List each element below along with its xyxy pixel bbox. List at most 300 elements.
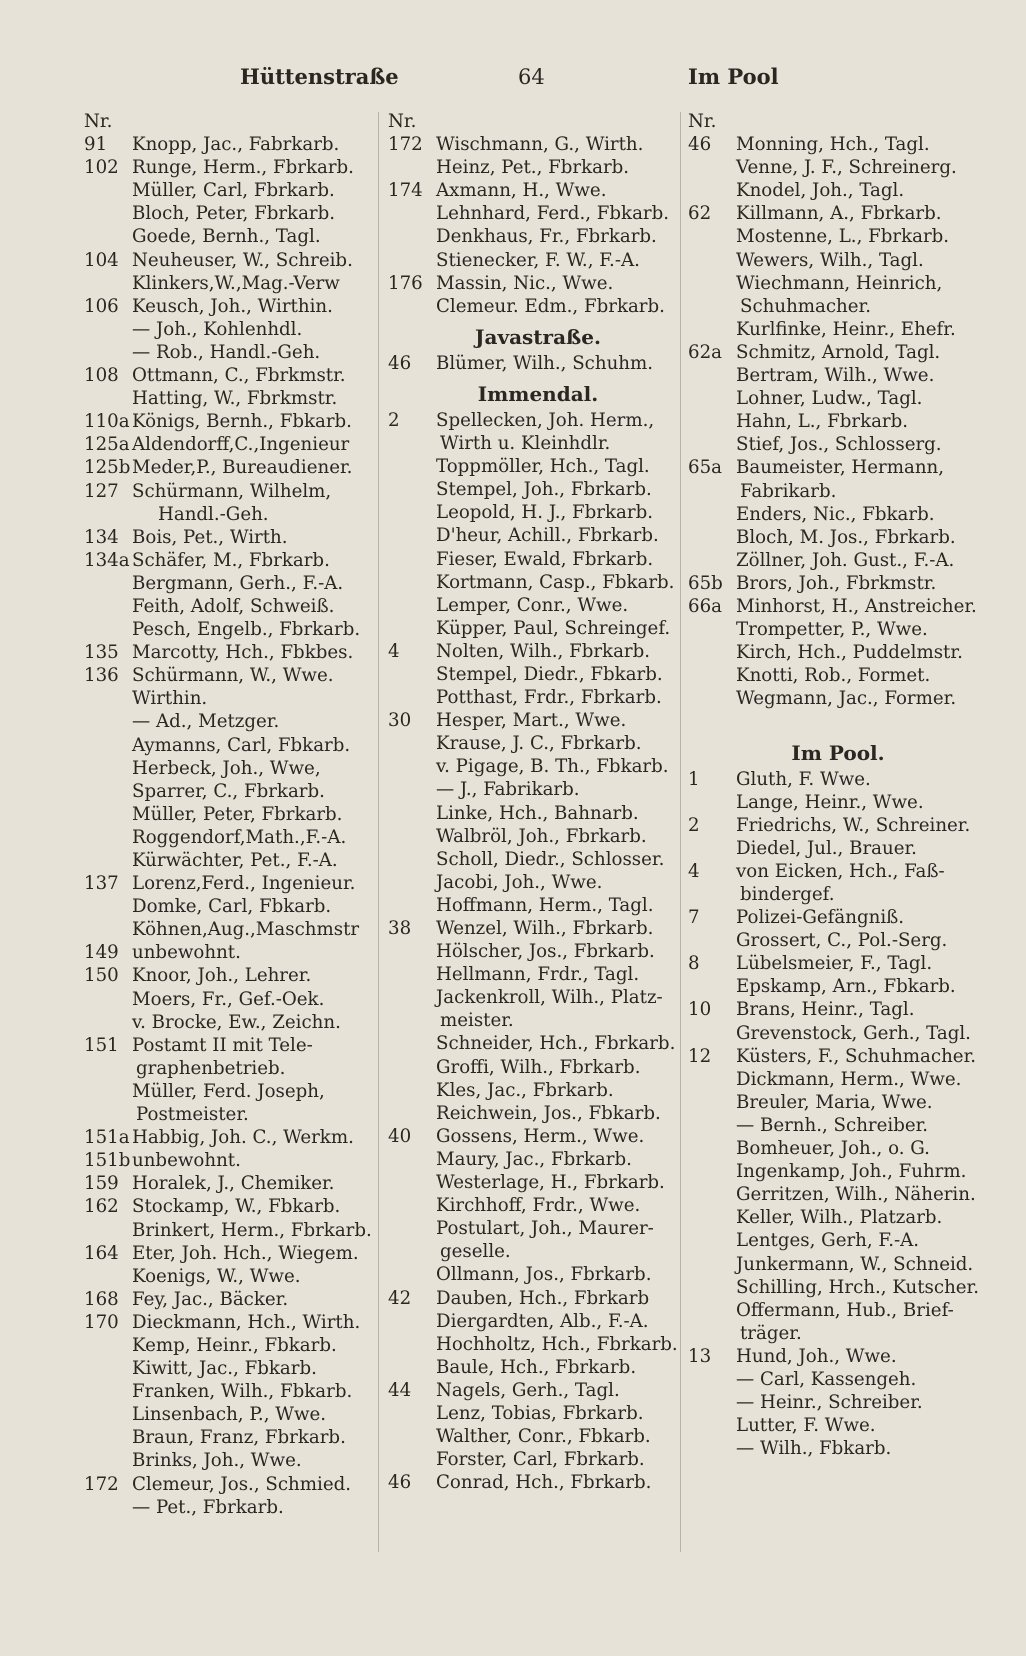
resident-text: Scholl, Diedr., Schlosser. [436, 848, 665, 870]
resident-text: Müller, Peter, Fbrkarb. [132, 803, 343, 825]
resident-text: Conrad, Hch., Fbrkarb. [436, 1472, 652, 1494]
resident-text: Lehnhard, Ferd., Fbkarb. [436, 203, 670, 225]
resident-text: Postmeister. [136, 1104, 249, 1126]
directory-entry [388, 1171, 688, 1194]
resident-text: Stienecker, F. W., F.-A. [436, 249, 640, 271]
house-number: 176 [388, 272, 423, 294]
directory-entry [84, 1265, 384, 1288]
street-heading: Javastraße. [475, 324, 601, 349]
house-number: 4 [688, 860, 700, 882]
house-number: 127 [84, 480, 119, 502]
resident-text: Polizei-Gefängniß. [736, 907, 905, 929]
directory-entry [388, 478, 688, 501]
resident-text: Schürmann, W., Wwe. [132, 665, 334, 687]
directory-entry [388, 686, 688, 709]
resident-text: Knotti, Rob., Formet. [736, 665, 931, 687]
directory-entry [688, 952, 988, 975]
resident-text: Kemp, Heinr., Fbkarb. [132, 1334, 337, 1356]
house-number: 134 [84, 526, 119, 548]
resident-text: Kirchhoff, Frdr., Wwe. [436, 1195, 641, 1217]
resident-text: Müller, Ferd. Joseph, [132, 1080, 325, 1102]
directory-entry [84, 225, 384, 248]
resident-text: Bois, Pet., Wirth. [132, 526, 288, 548]
directory-entry [84, 433, 384, 456]
directory-entry [388, 455, 688, 478]
house-number: 102 [84, 157, 119, 179]
resident-text: Wiechmann, Heinrich, [736, 272, 943, 294]
house-number: 4 [388, 640, 400, 662]
resident-text: Dauben, Hch., Fbrkarb [436, 1287, 650, 1309]
resident-text: Keller, Wilh., Platzarb. [736, 1207, 943, 1229]
directory-entry [84, 1103, 384, 1126]
resident-text: — Ad., Metzger. [132, 711, 280, 733]
directory-entry [84, 318, 384, 341]
resident-text: Brors, Joh., Fbrkmstr. [736, 572, 937, 594]
directory-entry [388, 940, 688, 963]
directory-entry [84, 941, 384, 964]
resident-text: Küpper, Paul, Schreingef. [436, 617, 671, 639]
directory-entry [84, 872, 384, 895]
resident-text: Dickmann, Herm., Wwe. [736, 1068, 962, 1090]
resident-text: Hatting, W., Fbrkmstr. [132, 388, 338, 410]
house-number: 168 [84, 1288, 119, 1310]
house-number: 40 [388, 1125, 412, 1147]
directory-entry [688, 526, 988, 549]
directory-entry [388, 963, 688, 986]
resident-text: Monning, Hch., Tagl. [736, 134, 930, 156]
resident-text: Knodel, Joh., Tagl. [736, 180, 905, 202]
house-number: 46 [388, 352, 412, 374]
directory-entry [688, 641, 988, 664]
directory-entry [84, 687, 384, 710]
house-number: 2 [388, 409, 400, 431]
resident-text: Wenzel, Wilh., Fbrkarb. [436, 918, 654, 939]
resident-text: — J., Fabrikarb. [436, 779, 580, 801]
directory-entry [688, 433, 988, 456]
directory-entry [84, 757, 384, 780]
resident-text: Lutter, F. Wwe. [736, 1415, 876, 1437]
directory-entry [84, 1011, 384, 1034]
house-number: 151b [84, 1150, 131, 1172]
directory-entry [388, 1379, 688, 1402]
directory-entry [84, 1080, 384, 1103]
directory-entry [388, 917, 688, 940]
resident-text: geselle. [440, 1241, 511, 1263]
directory-entry [388, 732, 688, 755]
house-number: 151a [84, 1127, 130, 1149]
resident-text: Lemper, Conr., Wwe. [436, 594, 629, 616]
directory-entry [688, 998, 988, 1021]
directory-entry [388, 1148, 688, 1171]
resident-text: Venne, J. F., Schreinerg. [736, 157, 957, 179]
directory-entry [388, 1240, 688, 1263]
resident-text: Gerritzen, Wilh., Näherin. [736, 1184, 976, 1206]
resident-text: Denkhaus, Fr., Fbrkarb. [436, 226, 657, 248]
directory-entry [388, 1009, 688, 1032]
directory-entry [84, 272, 384, 295]
resident-text: Lentges, Gerh, F.-A. [736, 1230, 920, 1252]
directory-entry [688, 1045, 988, 1068]
directory-entry [84, 572, 384, 595]
directory-entry [84, 641, 384, 664]
resident-text: Habbig, Joh. C., Werkm. [132, 1127, 354, 1149]
directory-entry [84, 202, 384, 225]
resident-text: Baumeister, Hermann, [736, 457, 945, 479]
house-number: 7 [688, 907, 700, 929]
resident-text: Stief, Jos., Schlosserg. [736, 434, 942, 456]
directory-entry [84, 1034, 384, 1057]
resident-text: unbewohnt. [132, 1150, 241, 1172]
directory-entry [84, 1288, 384, 1311]
resident-text: Wirth u. Kleinhdlr. [440, 433, 611, 455]
resident-text: Epskamp, Arn., Fbkarb. [736, 976, 956, 998]
directory-entry [388, 1125, 688, 1148]
resident-text: Walther, Conr., Fbkarb. [436, 1426, 651, 1448]
directory-entry [84, 780, 384, 803]
resident-text: Brinkert, Herm., Fbrkarb. [132, 1219, 372, 1241]
running-head-right: Im Pool [688, 64, 779, 89]
resident-text: — Joh., Kohlenhdl. [132, 318, 303, 340]
resident-text: Jackenkroll, Wilh., Platz- [436, 987, 663, 1009]
resident-text: Bloch, Peter, Fbrkarb. [132, 203, 336, 225]
house-number: 104 [84, 249, 119, 271]
directory-entry [688, 179, 988, 202]
directory-entry [388, 640, 688, 663]
directory-entry [688, 906, 988, 929]
resident-text: Brinks, Joh., Wwe. [132, 1450, 302, 1472]
resident-text: Gluth, F. Wwe. [736, 768, 871, 790]
directory-entry [84, 826, 384, 849]
house-number: 172 [388, 134, 423, 156]
directory-entry [84, 849, 384, 872]
directory-entry [688, 572, 988, 595]
directory-entry [84, 1126, 384, 1149]
directory-entry [688, 975, 988, 998]
resident-text: Horalek, J., Chemiker. [132, 1173, 335, 1195]
resident-text: meister. [440, 1010, 514, 1032]
resident-text: Ingenkamp, Joh., Fuhrm. [736, 1161, 967, 1183]
resident-text: Postamt II mit Tele- [132, 1034, 313, 1056]
directory-entry [388, 1056, 688, 1079]
directory-entry [688, 595, 988, 618]
directory-entry [688, 1206, 988, 1229]
directory-entry [688, 202, 988, 225]
directory-entry [388, 1102, 688, 1125]
resident-text: Killmann, A., Fbrkarb. [736, 203, 942, 225]
resident-text: Enders, Nic., Fbkarb. [736, 503, 935, 525]
directory-entry [688, 1183, 988, 1206]
resident-text: Domke, Carl, Fbkarb. [132, 896, 332, 918]
directory-entry [688, 249, 988, 272]
resident-text: Westerlage, H., Fbrkarb. [436, 1172, 665, 1194]
directory-entry [388, 133, 688, 156]
resident-text: Clemeur, Jos., Schmied. [132, 1473, 352, 1495]
house-number: 136 [84, 665, 119, 687]
directory-entry [388, 548, 688, 571]
directory-entry [688, 133, 988, 156]
directory-entry [84, 295, 384, 318]
directory-entry [388, 1333, 688, 1356]
house-number: 135 [84, 642, 119, 664]
directory-entry [388, 1032, 688, 1055]
directory-entry [688, 387, 988, 410]
resident-text: Nolten, Wilh., Fbrkarb. [436, 640, 651, 662]
resident-text: D'heur, Achill., Fbrkarb. [436, 525, 659, 547]
resident-text: Brans, Heinr., Tagl. [736, 999, 915, 1021]
directory-entry [388, 848, 688, 871]
directory-entry [688, 1437, 988, 1460]
house-number: 106 [84, 295, 119, 317]
directory-entry [84, 1195, 384, 1218]
resident-text: Reichwein, Jos., Fbkarb. [436, 1102, 661, 1124]
resident-text: Wegmann, Jac., Former. [736, 688, 957, 710]
resident-text: Pesch, Engelb., Fbrkarb. [132, 619, 361, 641]
resident-text: Krause, J. C., Fbrkarb. [436, 733, 642, 755]
house-number: 44 [388, 1379, 412, 1401]
resident-text: graphenbetrieb. [136, 1057, 286, 1079]
directory-entry [388, 663, 688, 686]
directory-entry [388, 501, 688, 524]
directory-entry [84, 710, 384, 733]
resident-text: Lenz, Tobias, Fbrkarb. [436, 1402, 644, 1424]
resident-text: v. Brocke, Ew., Zeichn. [132, 1011, 341, 1033]
house-number: 170 [84, 1311, 119, 1333]
resident-text: — Heinr., Schreiber. [736, 1392, 923, 1414]
resident-text: Heinz, Pet., Fbrkarb. [436, 157, 630, 179]
directory-entry [688, 1022, 988, 1045]
directory-entry [84, 1242, 384, 1265]
resident-text: Hahn, L., Fbrkarb. [736, 411, 909, 433]
running-head-left: Hüttenstraße [240, 64, 399, 89]
directory-entry [688, 456, 988, 479]
resident-text: Runge, Herm., Fbrkarb. [132, 157, 354, 179]
resident-text: Müller, Carl, Fbrkarb. [132, 180, 335, 202]
resident-text: Diedel, Jul., Brauer. [736, 837, 917, 859]
resident-text: — Wilh., Fbkarb. [736, 1438, 892, 1460]
directory-entry [84, 110, 384, 133]
house-number: 1 [688, 768, 700, 790]
house-number: 125b [84, 457, 131, 479]
column-1 [84, 110, 384, 1519]
resident-text: Groffi, Wilh., Fbrkarb. [436, 1056, 641, 1078]
directory-entry [688, 1160, 988, 1183]
street-heading: Immendal. [477, 381, 599, 406]
directory-entry [688, 860, 988, 883]
directory-entry [388, 1425, 688, 1448]
house-number: 110a [84, 411, 130, 433]
directory-entry [688, 341, 988, 364]
directory-entry [84, 341, 384, 364]
directory-entry [688, 225, 988, 248]
resident-text: Knopp, Jac., Fabrkarb. [132, 134, 340, 156]
directory-entry [388, 249, 688, 272]
directory-entry [688, 929, 988, 952]
resident-text: Koenigs, W., Wwe. [132, 1265, 301, 1287]
directory-entry [688, 480, 988, 503]
resident-text: Linsenbach, P., Wwe. [132, 1404, 327, 1426]
directory-entry [388, 986, 688, 1009]
directory-entry [688, 837, 988, 860]
directory-entry [688, 1322, 988, 1345]
resident-text: Junkermann, W., Schneid. [736, 1253, 974, 1275]
house-number: 108 [84, 365, 119, 387]
resident-text: Forster, Carl, Fbrkarb. [436, 1449, 645, 1471]
directory-entry [388, 894, 688, 917]
directory-entry [84, 618, 384, 641]
resident-text: Offermann, Hub., Brief- [736, 1299, 954, 1321]
page-header [0, 62, 1026, 98]
resident-text: Clemeur. Edm., Fbrkarb. [436, 295, 665, 317]
resident-text: Baule, Hch., Fbrkarb. [436, 1356, 637, 1378]
directory-entry [84, 895, 384, 918]
house-number: 137 [84, 873, 119, 895]
directory-entry [688, 1345, 988, 1368]
directory-entry [388, 295, 688, 318]
directory-entry [84, 1311, 384, 1334]
page-number: 64 [518, 65, 545, 89]
resident-text: — Pet., Fbrkarb. [132, 1496, 284, 1518]
resident-text: Lange, Heinr., Wwe. [736, 791, 924, 813]
resident-text: Fabrikarb. [740, 480, 837, 502]
house-number: 159 [84, 1173, 119, 1195]
house-number: Nr. [388, 111, 417, 132]
directory-entry [84, 803, 384, 826]
directory-entry [388, 1217, 688, 1240]
resident-text: Leopold, H. J., Fbrkarb. [436, 502, 653, 524]
house-number: 172 [84, 1473, 119, 1495]
directory-entry [688, 272, 988, 295]
resident-text: Hesper, Mart., Wwe. [436, 710, 627, 732]
directory-entry [84, 156, 384, 179]
resident-text: Potthast, Frdr., Fbrkarb. [436, 687, 662, 709]
house-number: 134a [84, 549, 130, 571]
directory-entry [388, 1287, 688, 1310]
resident-text: Hochholtz, Hch., Fbrkarb. [436, 1333, 678, 1355]
resident-text: Braun, Franz, Fbrkarb. [132, 1427, 346, 1449]
house-number: 42 [388, 1287, 412, 1309]
resident-text: Hellmann, Frdr., Tagl. [436, 964, 640, 986]
resident-text: — Bernh., Schreiber. [736, 1114, 929, 1136]
directory-entry [84, 133, 384, 156]
directory-entry [388, 1448, 688, 1471]
directory-entry [688, 1414, 988, 1437]
resident-text: Neuheuser, W., Schreib. [132, 249, 353, 271]
directory-entry [84, 1149, 384, 1172]
resident-text: Keusch, Joh., Wirthin. [132, 295, 333, 317]
resident-text: bindergef. [740, 884, 835, 905]
directory-entry [84, 179, 384, 202]
directory-entry [388, 202, 688, 225]
directory-entry [388, 571, 688, 594]
resident-text: Bergmann, Gerh., F.-A. [132, 572, 344, 594]
resident-text: Wirthin. [132, 688, 208, 710]
directory-entry [388, 272, 688, 295]
resident-text: Minhorst, H., Anstreicher. [736, 595, 977, 617]
house-number: 46 [388, 1472, 412, 1494]
house-number: 2 [688, 814, 700, 836]
directory-entry [688, 1137, 988, 1160]
resident-text: Maury, Jac., Fbrkarb. [436, 1148, 632, 1170]
resident-text: von Eicken, Hch., Faß- [736, 860, 945, 882]
directory-entry [84, 1219, 384, 1242]
directory-entry [84, 1426, 384, 1449]
resident-text: Schuhmacher. [740, 295, 872, 317]
resident-text: Köhnen,Aug.,Maschmstr [132, 919, 360, 941]
directory-entry [688, 1391, 988, 1414]
directory-entry [84, 456, 384, 479]
directory-entry [388, 179, 688, 202]
resident-text: Dieckmann, Hch., Wirth. [132, 1311, 361, 1333]
resident-text: Zöllner, Joh. Gust., F.-A. [736, 549, 955, 571]
directory-entry [84, 1403, 384, 1426]
directory-entry [388, 802, 688, 825]
directory-entry [688, 503, 988, 526]
resident-text: Schneider, Hch., Fbrkarb. [436, 1033, 676, 1055]
house-number: 174 [388, 180, 423, 202]
house-number: 162 [84, 1196, 119, 1218]
house-number: 164 [84, 1242, 119, 1264]
house-number: Nr. [688, 111, 717, 132]
directory-entry [84, 1449, 384, 1472]
resident-text: Lübelsmeier, F., Tagl. [736, 953, 933, 975]
resident-text: unbewohnt. [132, 942, 241, 964]
directory-entry [388, 352, 688, 375]
street-heading: Im Pool. [791, 740, 885, 765]
resident-text: Marcotty, Hch., Fbkbes. [132, 642, 354, 664]
resident-text: Kurlfinke, Heinr., Ehefr. [736, 318, 956, 340]
directory-entry [84, 734, 384, 757]
resident-text: Gossens, Herm., Wwe. [436, 1125, 645, 1147]
directory-entry [84, 1380, 384, 1403]
directory-entry [688, 1299, 988, 1322]
directory-entry [84, 988, 384, 1011]
directory-entry [688, 687, 988, 710]
directory-entry [84, 249, 384, 272]
resident-text: Walbröl, Joh., Fbrkarb. [436, 825, 647, 847]
resident-text: — Carl, Kassengeh. [736, 1368, 917, 1390]
resident-text: Stockamp, W., Fbkarb. [132, 1196, 341, 1218]
resident-text: Fey, Jac., Bäcker. [132, 1288, 289, 1310]
resident-text: Hölscher, Jos., Fbrkarb. [436, 941, 655, 963]
house-number: 30 [388, 710, 412, 732]
house-number: 65b [688, 572, 723, 594]
resident-text: Knoor, Joh., Lehrer. [132, 965, 312, 987]
directory-entry [688, 364, 988, 387]
directory-entry [688, 618, 988, 641]
directory-entry [388, 110, 688, 133]
directory-entry [388, 1402, 688, 1425]
directory-entry [688, 768, 988, 791]
directory-entry [84, 526, 384, 549]
directory-entry [388, 432, 688, 455]
house-number: 62 [688, 203, 712, 225]
column-2 [388, 110, 688, 1494]
resident-text: Bomheuer, Joh., o. G. [736, 1138, 930, 1160]
directory-entry [688, 1068, 988, 1091]
resident-text: v. Pigage, B. Th., Fbkarb. [436, 756, 669, 778]
directory-entry [388, 1263, 688, 1286]
directory-entry [84, 1357, 384, 1380]
directory-entry [84, 480, 384, 503]
directory-entry [388, 1194, 688, 1217]
resident-text: Kirch, Hch., Puddelmstr. [736, 642, 963, 664]
directory-entry [84, 664, 384, 687]
house-number: 62a [688, 341, 722, 363]
resident-text: Kortmann, Casp., Fbkarb. [436, 571, 675, 593]
resident-text: Massin, Nic., Wwe. [436, 272, 614, 294]
house-number: 151 [84, 1034, 119, 1056]
resident-text: Klinkers,W.,Mag.-Verw [132, 272, 340, 294]
